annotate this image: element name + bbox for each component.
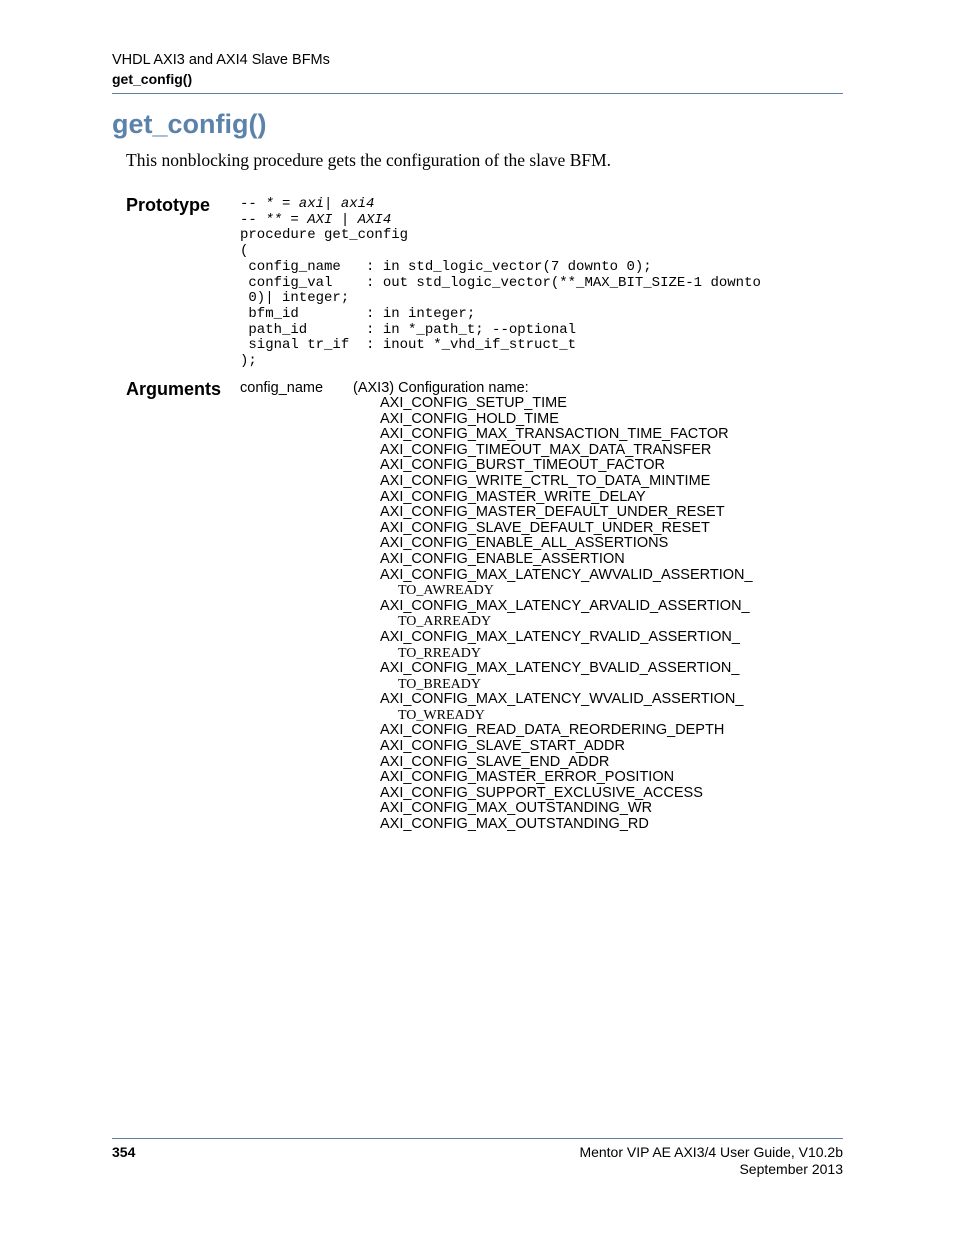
- code-line: -- ** = AXI | AXI4: [240, 211, 392, 228]
- config-value-item: TO_WREADY: [398, 707, 485, 723]
- config-value-item: AXI_CONFIG_ENABLE_ASSERTION: [380, 550, 625, 567]
- footer-date: September 2013: [739, 1161, 843, 1177]
- config-value-item: AXI_CONFIG_MASTER_DEFAULT_UNDER_RESET: [380, 504, 725, 521]
- code-line: path_id : in *_path_t; --optional: [240, 321, 577, 338]
- prototype-code: [240, 197, 761, 370]
- config-value-item: TO_ARREADY: [398, 614, 492, 630]
- intro-paragraph: This nonblocking procedure gets the configuration of the slave BFM.: [126, 150, 612, 170]
- code-line: 0)| integer;: [240, 290, 350, 307]
- config-value-item: AXI_CONFIG_SLAVE_DEFAULT_UNDER_RESET: [380, 519, 710, 536]
- code-line: signal tr_if : inout *_vhd_if_struct_t: [240, 337, 577, 354]
- footer-info: [579, 1144, 843, 1178]
- config-value-item: TO_AWREADY: [398, 583, 494, 599]
- running-header-section: get_config(): [112, 71, 193, 87]
- code-line: -- * = axi| axi4: [240, 196, 375, 212]
- config-value-item: AXI_CONFIG_SUPPORT_EXCLUSIVE_ACCESS: [380, 784, 703, 801]
- header-rule: [112, 93, 843, 94]
- config-value-item: AXI_CONFIG_MAX_TRANSACTION_TIME_FACTOR: [380, 426, 729, 443]
- running-header-chapter: VHDL AXI3 and AXI4 Slave BFMs: [112, 52, 330, 68]
- config-value-item: AXI_CONFIG_MAX_LATENCY_WVALID_ASSERTION_: [380, 691, 744, 708]
- footer-rule: [112, 1138, 843, 1139]
- code-line: procedure get_config: [240, 227, 409, 244]
- config-value-item: AXI_CONFIG_WRITE_CTRL_TO_DATA_MINTIME: [380, 472, 711, 489]
- code-line: );: [240, 353, 257, 370]
- argument-name: config_name: [240, 380, 324, 396]
- code-line: config_val : out std_logic_vector(**_MAX_BIT_SIZE-1 downto: [240, 274, 761, 291]
- footer-guide-title: Mentor VIP AE AXI3/4 User Guide, V10.2b: [579, 1144, 843, 1160]
- page-number: 354: [112, 1144, 136, 1160]
- prototype-label: Prototype: [126, 195, 211, 215]
- config-value-item: AXI_CONFIG_BURST_TIMEOUT_FACTOR: [380, 457, 665, 474]
- code-line: config_name : in std_logic_vector(7 downto 0);: [240, 258, 652, 275]
- config-value-item: AXI_CONFIG_MASTER_WRITE_DELAY: [380, 488, 646, 505]
- config-value-list: [380, 396, 753, 833]
- config-value-item: AXI_CONFIG_MASTER_ERROR_POSITION: [380, 769, 675, 786]
- config-value-item: AXI_CONFIG_MAX_OUTSTANDING_RD: [380, 816, 649, 833]
- config-value-item: AXI_CONFIG_HOLD_TIME: [380, 410, 559, 427]
- config-value-item: AXI_CONFIG_SETUP_TIME: [380, 395, 567, 411]
- config-value-item: AXI_CONFIG_READ_DATA_REORDERING_DEPTH: [380, 722, 725, 739]
- config-value-item: AXI_CONFIG_SLAVE_END_ADDR: [380, 753, 610, 770]
- config-value-item: AXI_CONFIG_MAX_LATENCY_AWVALID_ASSERTION_: [380, 566, 753, 583]
- config-value-item: AXI_CONFIG_MAX_OUTSTANDING_WR: [380, 800, 653, 817]
- arguments-label: Arguments: [126, 379, 222, 399]
- config-value-item: AXI_CONFIG_MAX_LATENCY_RVALID_ASSERTION_: [380, 628, 740, 645]
- config-value-item: AXI_CONFIG_MAX_LATENCY_ARVALID_ASSERTION_: [380, 597, 750, 614]
- config-value-item: TO_BREADY: [398, 676, 481, 692]
- config-value-item: AXI_CONFIG_MAX_LATENCY_BVALID_ASSERTION_: [380, 660, 740, 677]
- config-value-item: AXI_CONFIG_ENABLE_ALL_ASSERTIONS: [380, 535, 669, 552]
- page-title: get_config(): [112, 109, 267, 139]
- code-line: bfm_id : in integer;: [240, 305, 476, 322]
- config-value-item: AXI_CONFIG_TIMEOUT_MAX_DATA_TRANSFER: [380, 441, 712, 458]
- code-line: (: [240, 243, 249, 260]
- config-value-item: TO_RREADY: [398, 645, 481, 661]
- argument-description: (AXI3) Configuration name:: [353, 380, 529, 396]
- config-value-item: AXI_CONFIG_SLAVE_START_ADDR: [380, 738, 625, 755]
